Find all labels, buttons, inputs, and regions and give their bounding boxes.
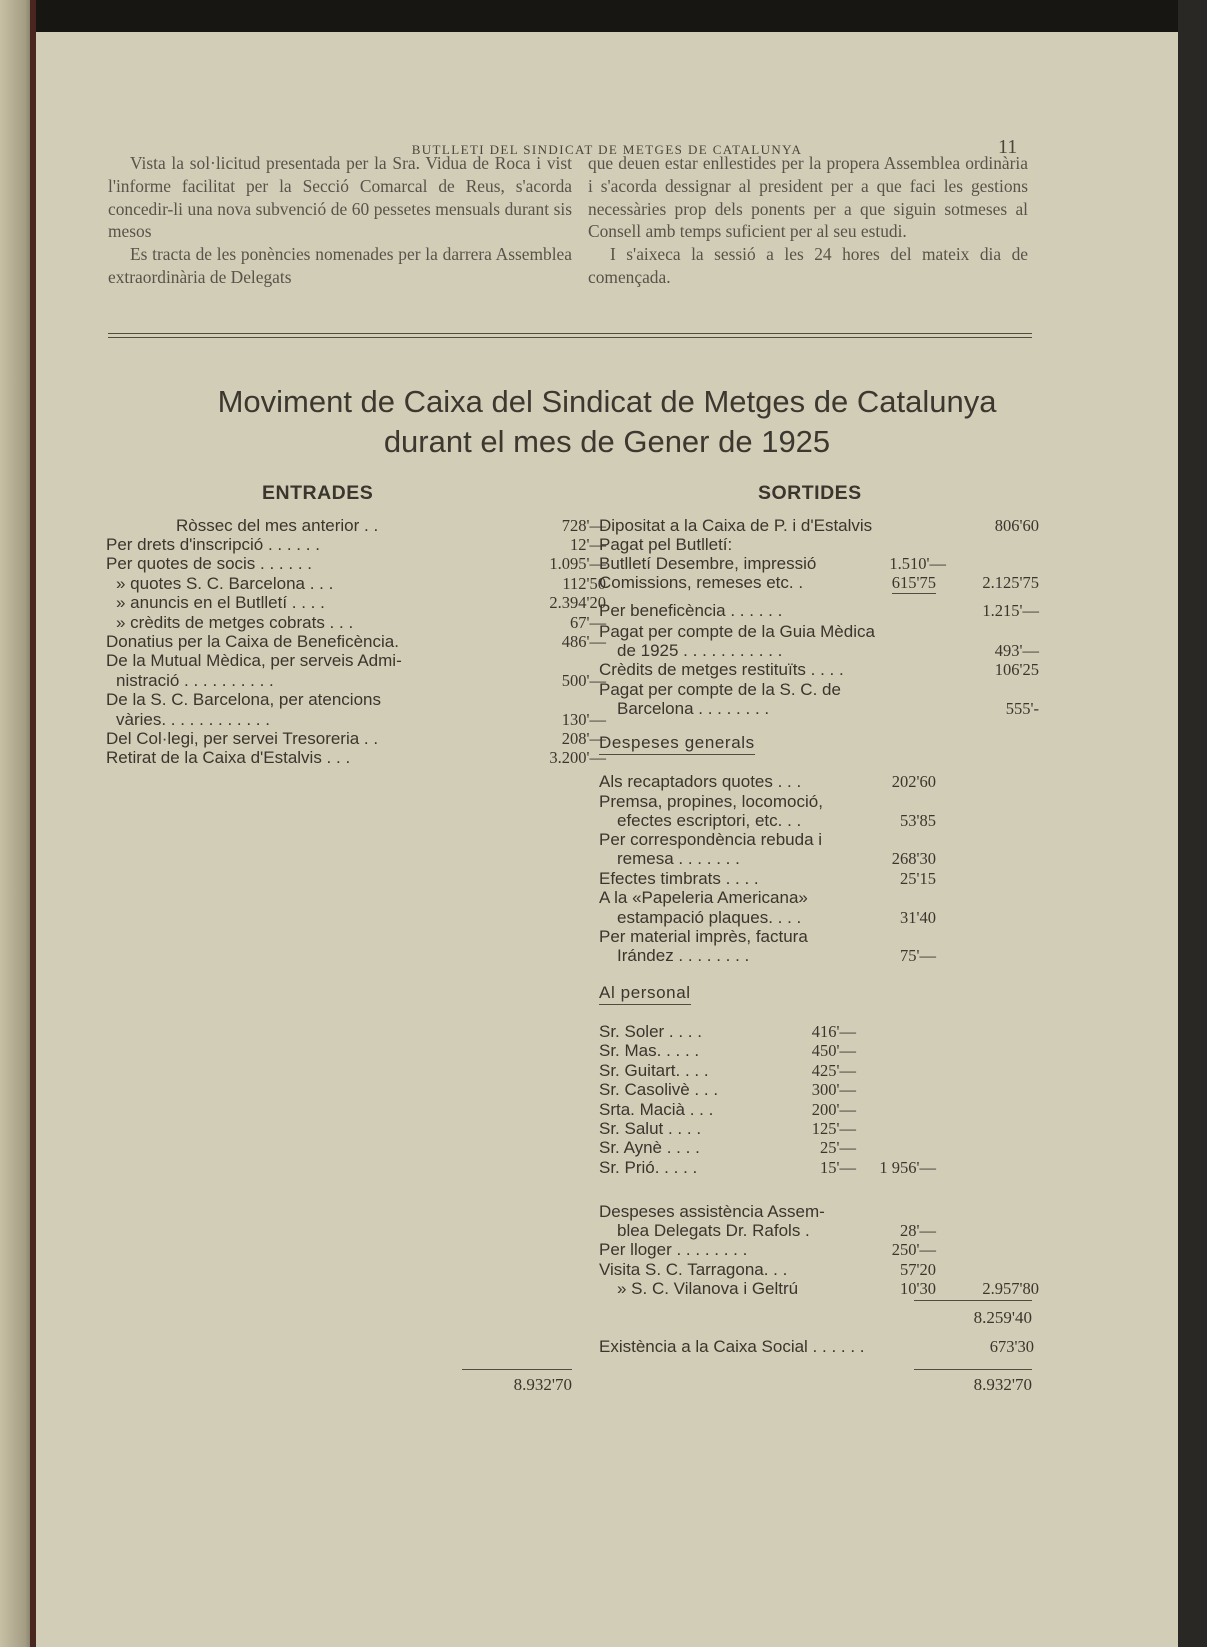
personal-row-label: Sr. Prió. . . . . [599,1158,698,1177]
despeses-row-amount: 31'40 [900,908,936,927]
other-expense-total: 2.957'80 [982,1279,1039,1298]
intro-paragraph: Es tracta de les ponències nomenades per la darrera Assemblea extraordinària de Delegats [108,244,572,287]
separator-rule [108,333,1032,334]
despeses-row-label: remesa . . . . . . . [617,849,740,868]
personal-row-label: Srta. Macià . . . [599,1100,714,1119]
entrades-row [106,710,606,730]
entrades-row [106,690,606,710]
personal-row [599,1022,1039,1042]
entrades-row [106,632,606,652]
entrades-heading: ENTRADES [262,482,374,504]
sortides-row-label: Per beneficència . . . . . . [599,601,783,620]
personal-row-amount: 15'— [820,1158,856,1177]
personal-row [599,1080,1039,1100]
sortides-row [599,622,1039,642]
other-expense-row [599,1279,1039,1299]
personal-row-amount: 425'— [811,1061,856,1080]
sortides-row-label: Barcelona . . . . . . . . [617,699,770,718]
personal-row-label: Sr. Salut . . . . [599,1119,702,1138]
total-rule-left [462,1369,572,1370]
entrades-total: 8.932'70 [513,1375,572,1394]
sortides-row [599,573,1039,593]
subtotal-amount: 8.259'40 [973,1308,1032,1327]
entrades-row-label: Retirat de la Caixa d'Estalvis . . . [106,748,351,767]
personal-row-label: Sr. Soler . . . . [599,1022,702,1041]
intro-paragraph: I s'aixeca la sessió a les 24 hores del mateix dia de començada. [588,244,1028,287]
intro-right-column [588,152,1028,289]
despeses-row-label: efectes escriptori, etc. . . [617,811,802,830]
sortides-row [599,680,1039,700]
despeses-row-label: Per material imprès, factura [599,927,808,946]
entrades-row-amount: 728'— [561,516,606,535]
entrades-row [106,748,606,768]
right-dark-edge [1178,0,1207,1647]
despeses-row-label: A la «Papeleria Americana» [599,888,808,907]
personal-row [599,1061,1039,1081]
entrades-row-amount: 112'50 [562,574,606,593]
despeses-row-label: Per correspondència rebuda i [599,830,823,849]
personal-row-label: Sr. Aynè . . . . [599,1138,700,1157]
table-subtitle: durant el mes de Gener de 1925 [383,424,831,459]
sortides-row [599,641,1039,661]
sortides-row [599,516,1039,536]
personal-row [599,1158,1039,1178]
entrades-row [106,671,606,691]
total-rule-right [914,1369,1032,1370]
despeses-row-amount: 25'15 [900,869,936,888]
entrades-row-label: Per drets d'inscripció . . . . . . [106,535,320,554]
table-title: Moviment de Caixa del Sindicat de Metges de Catalunya [217,384,997,419]
personal-row-amount: 125'— [811,1119,856,1138]
despeses-row-amount: 75'— [900,946,936,965]
sortides-row-amount: 493'— [994,641,1039,660]
entrades-row-label: Del Col·legi, per servei Tresoreria . . [106,729,379,748]
entrades-row-label: » quotes S. C. Barcelona . . . [116,574,334,593]
despeses-row [599,811,1039,831]
entrades-row [106,516,606,536]
despeses-row-amount: 53'85 [900,811,936,830]
despeses-row [599,849,1039,869]
personal-row-amount: 416'— [811,1022,856,1041]
entrades-row [106,535,606,555]
other-expense-amount: 57'20 [900,1260,936,1279]
entrades-row-label: De la Mutual Mèdica, per serveis Admi- [106,651,402,670]
other-expense-row [599,1240,1039,1260]
personal-row [599,1041,1039,1061]
intro-paragraph: que deuen estar enllestides per la propera Assemblea ordinària i s'acorda dessignar al president per a que faci les gestions necessàries prop dels ponents per a que siguin sotmeses al Consell amb temps suficient per al seu estudi. [588,153,1028,242]
personal-row-label: Sr. Guitart. . . . [599,1061,709,1080]
entrades-row-label: nistració . . . . . . . . . . [116,671,274,690]
other-expense-row [599,1202,1039,1222]
sortides-row-amount: 2.125'75 [982,573,1039,592]
entrades-row-label: » crèdits de metges cobrats . . . [116,613,354,632]
sortides-row-amount: 555'- [1005,699,1039,718]
sortides-row-amount: 806'60 [994,516,1039,535]
personal-row-label: Sr. Mas. . . . . [599,1041,700,1060]
personal-row-amount: 300'— [811,1080,856,1099]
sortides-row [599,601,1039,621]
other-expense-amount: 250'— [891,1240,936,1259]
al-personal-heading: Al personal [599,983,691,1005]
entrades-row-amount: 500'— [561,671,606,690]
despeses-row-label: Als recaptadors quotes . . . [599,772,802,791]
entrades-row [106,651,606,671]
sortides-row-label: Pagat per compte de la S. C. de [599,680,841,699]
document-page [36,32,1178,1647]
other-expense-amount: 28'— [900,1221,936,1240]
entrades-row-amount: 12'— [570,535,606,554]
despeses-row-label: Premsa, propines, locomoció, [599,792,823,811]
sortides-row-label: Pagat pel Butlletí: [599,535,733,554]
despeses-row [599,927,1039,947]
page-number: 11 [998,136,1018,158]
entrades-row [106,554,606,574]
despeses-row-label: Efectes timbrats . . . . [599,869,759,888]
entrades-row-amount: 2.394'20 [549,593,606,612]
entrades-row [106,574,606,594]
entrades-row-label: Per quotes de socis . . . . . . [106,554,312,573]
despeses-row [599,792,1039,812]
separator-rule [108,337,1032,338]
despeses-row [599,946,1039,966]
entrades-row [106,729,606,749]
despeses-row-label: estampació plaques. . . . [617,908,802,927]
sortides-row [599,699,1039,719]
sortides-heading: SORTIDES [758,482,862,504]
entrades-row [106,593,606,613]
despeses-row-amount: 202'60 [891,772,936,791]
other-expense-row [599,1221,1039,1241]
sortides-row-label: de 1925 . . . . . . . . . . . [617,641,783,660]
other-expense-row [599,1260,1039,1280]
existencia-amount: 673'30 [989,1337,1034,1356]
personal-row-amount: 450'— [811,1041,856,1060]
entrades-row-amount: 1.095'— [549,554,606,573]
entrades-row-amount: 130'— [561,710,606,729]
despeses-row [599,830,1039,850]
existencia-row [599,1337,1034,1357]
existencia-label: Existència a la Caixa Social . . . . . . [599,1337,865,1356]
sortides-row-label: Crèdits de metges restituïts . . . . [599,660,844,679]
personal-row [599,1138,1039,1158]
sortides-row-subamount: 615'75 [891,573,936,592]
sortides-row-label: Dipositat a la Caixa de P. i d'Estalvis [599,516,873,535]
other-expense-label: Despeses assistència Assem- [599,1202,825,1221]
despeses-row-amount: 268'30 [891,849,936,868]
other-expense-label: blea Delegats Dr. Rafols . [617,1221,810,1240]
sortides-row-amount: 1.215'— [982,601,1039,620]
despeses-row [599,772,1039,792]
sortides-row-subamount: 1.510'— [889,554,946,573]
sortides-row [599,660,1039,680]
entrades-row [106,613,606,633]
other-expense-label: » S. C. Vilanova i Geltrú [617,1279,799,1298]
top-dark-band [0,0,1207,32]
sortides-row [599,535,1039,555]
intro-paragraph: Vista la sol·licitud presentada per la Sra. Vidua de Roca i vist l'informe facilitat per la Secció Comarcal de Reus, s'acorda concedir-li una nova subvenció de 60 pessetes mensuals durant sis mesos [108,153,572,242]
other-expense-amount: 10'30 [900,1279,936,1298]
personal-row [599,1119,1039,1139]
sortides-row-label: Butlletí Desembre, impressió [599,554,817,573]
despeses-row [599,908,1039,928]
despeses-row-label: Irández . . . . . . . . [617,946,750,965]
sortides-row-amount: 106'25 [994,660,1039,679]
entrades-row-amount: 67'— [570,613,606,632]
sortides-row [599,554,1039,574]
entrades-row-label: » anuncis en el Butlletí . . . . [116,593,325,612]
entrades-row-amount: 208'— [561,729,606,748]
entrades-row-label: Ròssec del mes anterior . . [176,516,379,535]
personal-row-label: Sr. Casolivè . . . [599,1080,719,1099]
sortides-total: 8.932'70 [973,1375,1032,1394]
personal-row-amount: 25'— [820,1138,856,1157]
entrades-row-label: De la S. C. Barcelona, per atencions [106,690,381,709]
personal-row [599,1100,1039,1120]
entrades-row-amount: 3.200'— [549,748,606,767]
personal-row-subtotal: 1 956'— [879,1158,936,1177]
despeses-generals-heading: Despeses generals [599,733,755,755]
entrades-row-amount: 486'— [561,632,606,651]
running-header: BUTLLETI DEL SINDICAT DE METGES DE CATALUNYA [411,142,803,157]
intro-left-column [108,152,572,289]
sortides-row-label: Pagat per compte de la Guia Mèdica [599,622,875,641]
despeses-row [599,869,1039,889]
personal-row-amount: 200'— [811,1100,856,1119]
entrades-row-label: vàries. . . . . . . . . . . . [116,710,270,729]
sortides-row-label: Comissions, remeses etc. . [599,573,804,592]
entrades-row-label: Donatius per la Caixa de Beneficència. [106,632,399,651]
subtotal-rule [914,1300,1032,1301]
other-expense-label: Visita S. C. Tarragona. . . [599,1260,788,1279]
other-expense-label: Per lloger . . . . . . . . [599,1240,748,1259]
despeses-row [599,888,1039,908]
